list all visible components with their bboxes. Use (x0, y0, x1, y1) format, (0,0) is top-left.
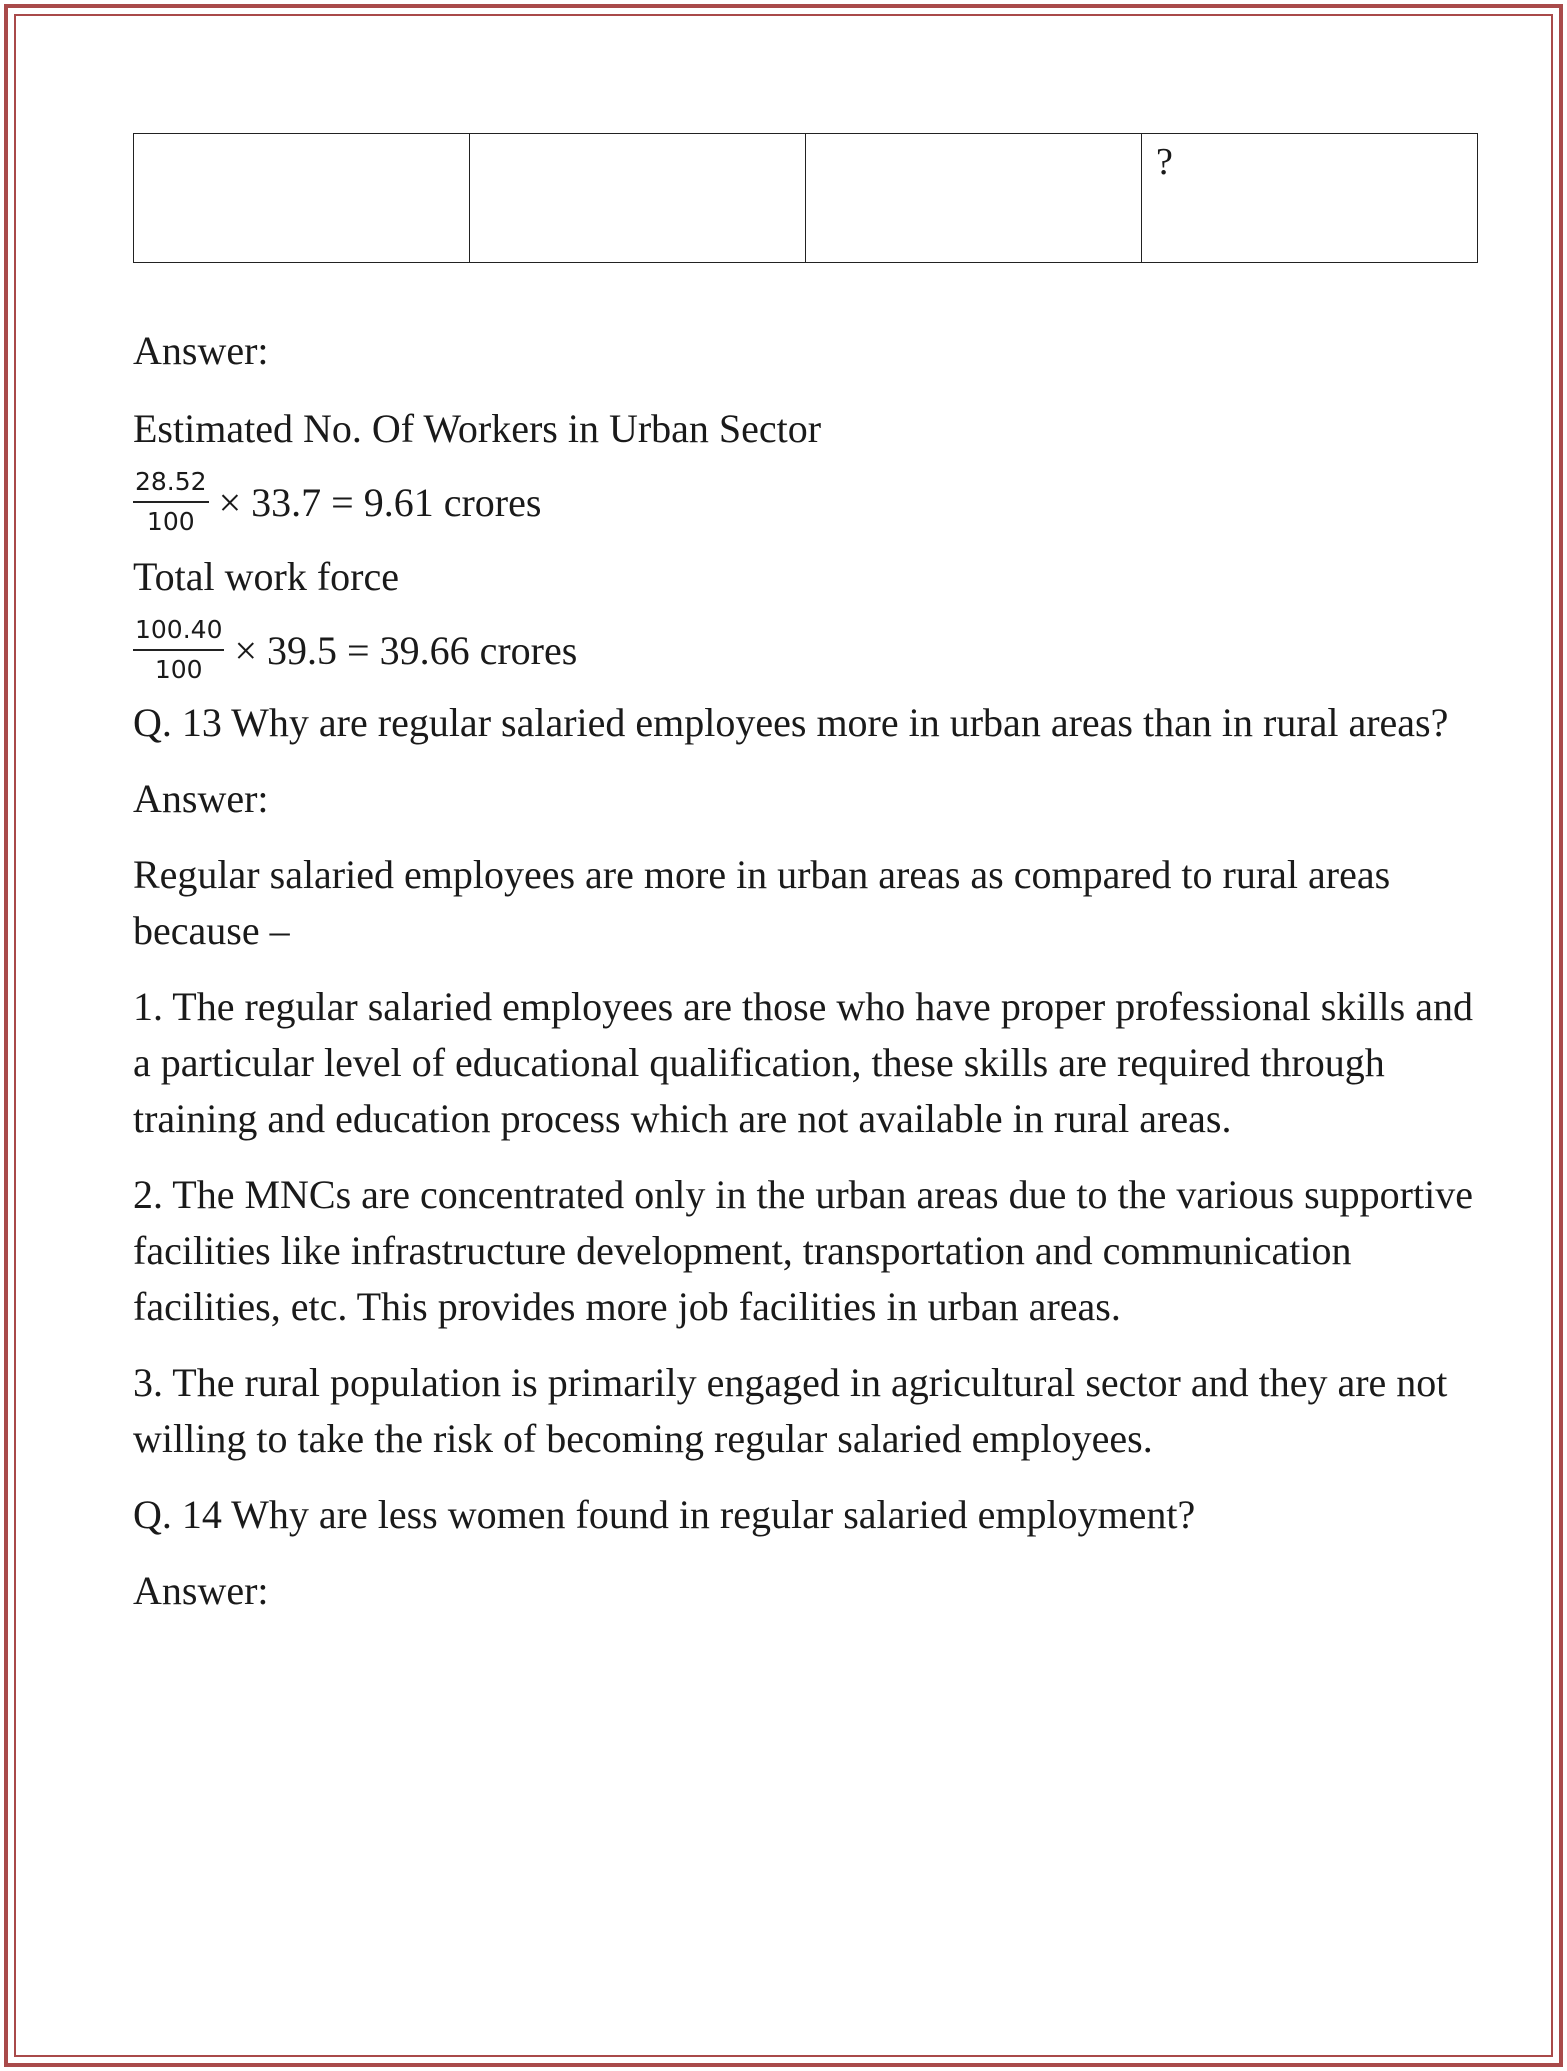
urban-equation (133, 467, 1478, 537)
table-cell (134, 134, 470, 263)
total-heading: Total work force (133, 554, 399, 599)
table-cell: ? (1142, 134, 1478, 263)
answer-point-3: 3. The rural population is primarily engaged in agricultural sector and they are not willing to take the risk of becoming regular salaried employees. (133, 1360, 1448, 1461)
total-numerator: 100.40 (133, 615, 224, 651)
total-expression: × 39.5 = 39.66 crores (234, 627, 578, 673)
total-equation (133, 615, 1478, 685)
table-cell (470, 134, 806, 263)
urban-fraction (133, 467, 209, 537)
total-denominator: 100 (154, 655, 203, 684)
urban-expression: × 33.7 = 9.61 crores (218, 479, 542, 525)
total-fraction (133, 615, 224, 685)
urban-numerator: 28.52 (133, 467, 209, 503)
urban-heading: Estimated No. Of Workers in Urban Sector (133, 406, 822, 451)
answer-point-1: 1. The regular salaried employees are those who have proper professional skills and a particular level of educational qualification, these skills are required through training and education process which are not available in rural areas. (133, 984, 1473, 1141)
answer-point-2: 2. The MNCs are concentrated only in the urban areas due to the various supportive facilities like infrastructure development, transportation and communication facilities, etc. This provides more job facilities in urban areas. (133, 1172, 1473, 1329)
table-row (134, 134, 1478, 263)
page-content (133, 133, 1478, 1619)
answer-label: Answer: (133, 776, 269, 821)
answer-label: Answer: (133, 328, 269, 373)
table-cell (806, 134, 1142, 263)
answer-label: Answer: (133, 1568, 269, 1613)
data-table (133, 133, 1478, 263)
urban-denominator: 100 (146, 507, 195, 536)
question-14: Q. 14 Why are less women found in regular salaried employment? (133, 1492, 1196, 1537)
question-13: Q. 13 Why are regular salaried employees more in urban areas than in rural areas? (133, 700, 1449, 745)
answer-intro: Regular salaried employees are more in urban areas as compared to rural areas because – (133, 852, 1391, 953)
